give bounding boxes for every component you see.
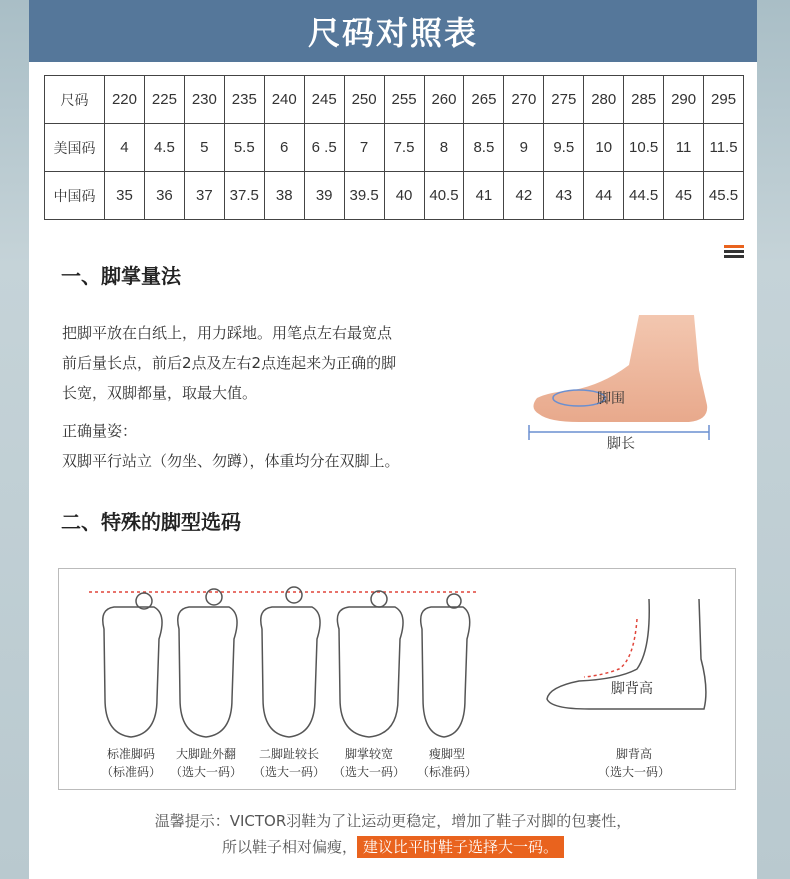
page-title: 尺码对照表 xyxy=(307,14,478,52)
table-cell: 7 xyxy=(344,124,384,172)
foot-name: 瘦脚型 xyxy=(428,747,465,761)
menu-bar-top xyxy=(724,245,744,248)
section-title-special-feet: 二、特殊的脚型选码 xyxy=(61,510,241,534)
table-cell: 40.5 xyxy=(424,172,464,220)
foot-name: 大脚趾外翻 xyxy=(175,747,236,761)
foot-caption-wide xyxy=(324,745,414,781)
girth-label: 脚围 xyxy=(597,391,625,407)
foot-types-panel xyxy=(58,568,736,790)
menu-icon[interactable] xyxy=(724,245,744,259)
table-cell: 37.5 xyxy=(224,172,264,220)
size-table xyxy=(44,75,744,220)
posture-title: 正确量姿： xyxy=(62,422,138,440)
table-cell: 44 xyxy=(584,172,624,220)
tip-line-2 xyxy=(29,836,757,857)
table-cell: 11.5 xyxy=(704,124,744,172)
size-chart-page xyxy=(29,0,757,879)
instep-label: 脚背高 xyxy=(611,681,653,697)
table-cell: 8.5 xyxy=(464,124,504,172)
foot-caption-long-second-toe xyxy=(244,745,334,781)
table-cell: 285 xyxy=(624,76,664,124)
table-cell: 41 xyxy=(464,172,504,220)
table-cell: 5.5 xyxy=(224,124,264,172)
foot-advice: （标准码） xyxy=(100,765,161,779)
posture-block xyxy=(62,416,400,476)
table-cell: 43 xyxy=(544,172,584,220)
table-cell: 35 xyxy=(105,172,145,220)
table-cell: 225 xyxy=(144,76,184,124)
tip-line-1: 温馨提示：VICTOR羽鞋为了让运动更稳定，增加了鞋子对脚的包裹性， xyxy=(154,812,632,830)
table-cell: 220 xyxy=(105,76,145,124)
table-cell: 36 xyxy=(144,172,184,220)
foot-caption-instep xyxy=(589,745,679,781)
table-cell: 10.5 xyxy=(624,124,664,172)
foot-measure-illustration xyxy=(519,310,719,455)
foot-outline-wide xyxy=(337,607,403,737)
foot-advice: （选大一码） xyxy=(169,765,242,779)
table-cell: 42 xyxy=(504,172,544,220)
table-cell: 4 xyxy=(105,124,145,172)
toe-wide xyxy=(371,591,387,607)
table-cell: 240 xyxy=(264,76,304,124)
table-cell: 9.5 xyxy=(544,124,584,172)
menu-bar-bottom xyxy=(724,255,744,258)
menu-bar-middle xyxy=(724,250,744,253)
foot-name: 标准脚码 xyxy=(106,747,155,761)
table-cell: 40 xyxy=(384,172,424,220)
row-label: 美国码 xyxy=(45,124,105,172)
foot-outline-slim xyxy=(421,607,470,737)
instruction-line-3: 长宽，双脚都量，取最大值。 xyxy=(62,384,258,402)
table-cell: 275 xyxy=(544,76,584,124)
table-cell: 9 xyxy=(504,124,544,172)
row-label: 中国码 xyxy=(45,172,105,220)
toe-slim xyxy=(447,594,461,608)
instruction-line-1: 把脚平放在白纸上，用力踩地。用笔点左右最宽点 xyxy=(62,324,393,342)
toe-bunion xyxy=(206,589,222,605)
title-bar xyxy=(29,0,757,62)
table-cell: 265 xyxy=(464,76,504,124)
table-cell: 5 xyxy=(184,124,224,172)
table-cell: 270 xyxy=(504,76,544,124)
foot-advice: （选大一码） xyxy=(332,765,405,779)
table-cell: 250 xyxy=(344,76,384,124)
table-cell: 235 xyxy=(224,76,264,124)
table-cell: 6 .5 xyxy=(304,124,344,172)
foot-name: 脚掌较宽 xyxy=(344,747,393,761)
table-cell: 45 xyxy=(664,172,704,220)
toe-long-second xyxy=(286,587,302,603)
foot-name: 二脚趾较长 xyxy=(258,747,319,761)
table-cell: 280 xyxy=(584,76,624,124)
table-cell: 39.5 xyxy=(344,172,384,220)
table-cell: 6 xyxy=(264,124,304,172)
table-cell: 45.5 xyxy=(704,172,744,220)
table-cell: 39 xyxy=(304,172,344,220)
table-cell: 11 xyxy=(664,124,704,172)
table-cell: 260 xyxy=(424,76,464,124)
table-cell: 295 xyxy=(704,76,744,124)
instep-line xyxy=(584,619,637,677)
table-cell: 37 xyxy=(184,172,224,220)
table-cell: 290 xyxy=(664,76,704,124)
table-cell: 8 xyxy=(424,124,464,172)
foot-caption-slim xyxy=(402,745,492,781)
foot-outline-long-second-toe xyxy=(261,607,320,737)
foot-outline-standard xyxy=(103,607,162,737)
table-row xyxy=(45,76,744,124)
table-cell: 245 xyxy=(304,76,344,124)
foot-advice: （标准码） xyxy=(416,765,477,779)
tip-highlight: 建议比平时鞋子选择大一码。 xyxy=(357,836,564,858)
measure-instructions xyxy=(62,318,396,408)
foot-caption-bunion xyxy=(161,745,251,781)
foot-name: 脚背高 xyxy=(615,747,652,761)
foot-advice: （选大一码） xyxy=(597,765,670,779)
table-cell: 38 xyxy=(264,172,304,220)
table-cell: 255 xyxy=(384,76,424,124)
row-label: 尺码 xyxy=(45,76,105,124)
table-cell: 7.5 xyxy=(384,124,424,172)
table-row xyxy=(45,172,744,220)
foot-advice: （选大一码） xyxy=(252,765,325,779)
tip-prefix: 所以鞋子相对偏瘦， xyxy=(221,838,357,856)
instruction-line-2: 前后量长点，前后2点及左右2点连起来为正确的脚 xyxy=(62,354,397,372)
table-cell: 230 xyxy=(184,76,224,124)
table-row xyxy=(45,124,744,172)
table-cell: 4.5 xyxy=(144,124,184,172)
table-cell: 10 xyxy=(584,124,624,172)
length-label: 脚长 xyxy=(607,436,635,452)
section-title-foot-measure: 一、脚掌量法 xyxy=(61,264,181,288)
table-cell: 44.5 xyxy=(624,172,664,220)
foot-outline-bunion xyxy=(178,607,237,737)
posture-text: 双脚平行站立（勿坐、勿蹲），体重均分在双脚上。 xyxy=(62,452,400,470)
